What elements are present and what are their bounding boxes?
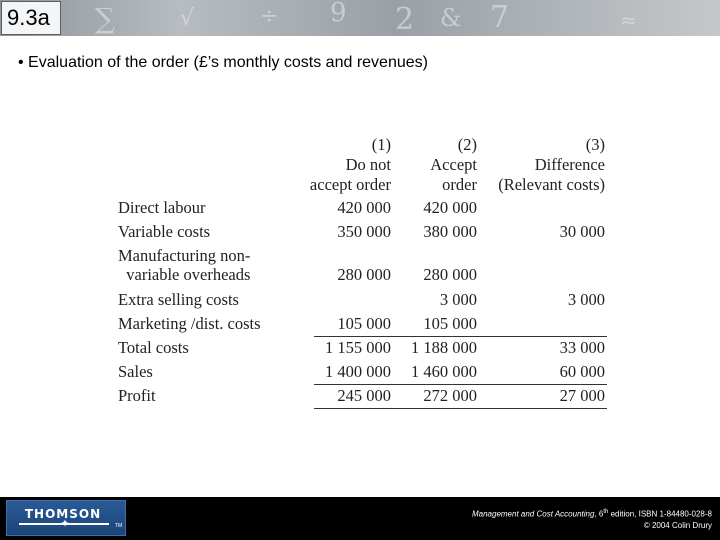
banner-decoration: 2	[395, 2, 415, 36]
row-label: Marketing /dist. costs	[118, 314, 261, 333]
footer-citation	[472, 507, 712, 531]
banner-decoration: ÷	[260, 4, 279, 29]
slide-number: 9.3a	[1, 1, 61, 35]
row-label: Total costs	[118, 338, 189, 357]
row-label: Manufacturing non-	[118, 246, 251, 265]
banner-decoration: 9	[330, 0, 347, 28]
banner-decoration: &	[440, 4, 462, 32]
thomson-logo	[6, 500, 126, 536]
cell-value: 420 000	[337, 198, 391, 217]
cell-value: 1 400 000	[325, 362, 391, 381]
column-header-3: Difference	[534, 155, 605, 174]
cell-value: 60 000	[559, 362, 605, 381]
footer-bar	[0, 497, 720, 540]
banner-decoration: 7	[490, 0, 510, 35]
banner-decoration: ∑	[95, 2, 115, 35]
footer-book-line: Management and Cost Accounting, 6th edition, ISBN 1-84480-028-8	[471, 509, 712, 519]
footer-book-title: Management and Cost Accounting	[471, 509, 595, 519]
column-header-2: (2)	[457, 135, 477, 154]
column-header-3: (Relevant costs)	[498, 175, 605, 194]
logo-trademark: TM	[115, 523, 123, 529]
banner-decoration: ≈	[620, 8, 637, 32]
row-label: Variable costs	[118, 222, 211, 241]
cell-value: 27 000	[559, 386, 605, 405]
column-header-2: order	[442, 175, 477, 194]
cell-value: 1 460 000	[411, 362, 477, 381]
table-rule	[314, 408, 607, 409]
cell-value: 3 000	[439, 290, 477, 309]
cell-value: 280 000	[337, 265, 391, 284]
column-header-2: Accept	[430, 155, 477, 174]
cell-value: 245 000	[337, 386, 391, 405]
footer-copyright: © 2004 Colin Drury	[643, 520, 712, 530]
column-header-1: accept order	[309, 175, 391, 194]
footer-edition-num: 6	[598, 509, 604, 519]
cell-value: 105 000	[423, 314, 477, 333]
footer-edition-sup: th	[603, 509, 609, 515]
column-header-3: (3)	[585, 135, 605, 154]
table-rule	[314, 384, 607, 385]
logo-text: THOMSON	[24, 507, 102, 521]
row-label: Direct labour	[118, 198, 206, 217]
row-label: Extra selling costs	[118, 290, 239, 309]
cell-value: 380 000	[423, 222, 477, 241]
row-label: Sales	[118, 362, 153, 381]
cell-value: 1 155 000	[325, 338, 391, 357]
cell-value: 33 000	[559, 338, 605, 357]
footer-edition: edition, ISBN 1-84480-028-8	[610, 509, 712, 519]
column-header-1: Do not	[345, 155, 391, 174]
cell-value: 420 000	[423, 198, 477, 217]
banner-decoration: √	[180, 6, 195, 31]
cell-value: 272 000	[423, 386, 477, 405]
cell-value: 1 188 000	[411, 338, 477, 357]
row-label: variable overheads	[118, 265, 251, 284]
table-rule	[314, 336, 607, 337]
bullet-heading: • Evaluation of the order (£’s monthly costs and revenues)	[18, 54, 428, 71]
column-header-1: (1)	[371, 135, 391, 154]
cell-value: 105 000	[337, 314, 391, 333]
row-label: Profit	[118, 386, 156, 405]
cell-value: 350 000	[337, 222, 391, 241]
cell-value: 30 000	[559, 222, 605, 241]
cell-value: 3 000	[567, 290, 605, 309]
star-icon: ✦	[60, 518, 70, 530]
cell-value: 280 000	[423, 265, 477, 284]
